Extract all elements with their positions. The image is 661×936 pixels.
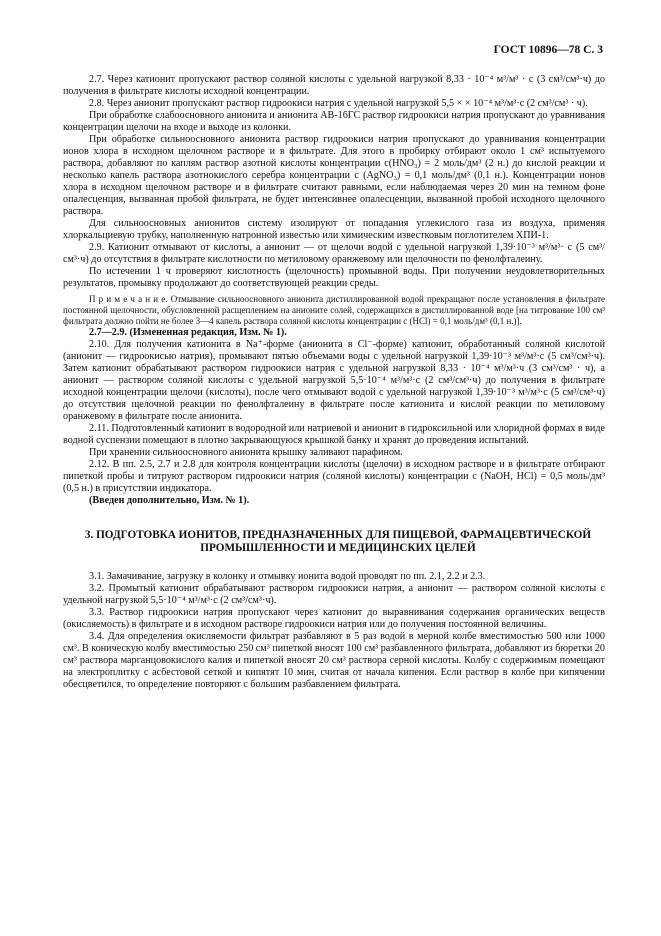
paragraph-2-8: 2.8. Через анионит пропускают раствор гидроокиси натрия с удельной нагрузкой 5,5 × × 10⁻⁴ м³/м³·с (2 см³/см³ · ч). xyxy=(89,98,588,109)
paragraph-2-7: 2.7. Через катионит пропускают раствор соляной кислоты с удельной нагрузкой 8,33 · 10⁻⁴ м³/м³ · с (3 см³/см³·ч) до получения в фильтрате кислоты исходной концентрации. xyxy=(63,74,605,97)
paragraph-weak-anionite: При обработке слабоосновного анионита и анионита АВ-16ГС раствор гидроокиси натрия пропускают до уравнивания концентрации щелочи на входе и выходе из колонки. xyxy=(63,110,605,133)
paragraph-3-2: 3.2. Промытый катионит обрабатывают раствором гидроокиси натрия, а анионит — раствором соляной кислоты с удельной нагрузкой 5,5·10⁻⁴ м³/м³·с (2 см³/см³·ч). xyxy=(63,582,605,606)
section-title: 3. ПОДГОТОВКА ИОНИТОВ, ПРЕДНАЗНАЧЕННЫХ ДЛЯ ПИЩЕВОЙ, ФАРМАЦЕВТИЧЕСКОЙ ПРОМЫШЛЕННОСТИ И МЕДИЦИНСКИХ ЦЕЛЕЙ xyxy=(84,528,592,554)
paragraph-2-10: 2.10. Для получения катионита в Na⁺-форме (анионита в Cl⁻-форме) катионит, обработанный соляной кислотой (анионит — гидроокисью натрия), промывают пятью объемами воды с удельной нагрузкой 1,39·10⁻³ м³/м³·с (5 см³/см³·ч). Затем катионит обрабатывают раствором гидроокиси натрия с удельной нагрузкой 8,33 · 10⁻⁴ м³/м³·ч (3 см³/см³ · ч), а анионит — раствором соляной кислоты с удельной нагрузкой 5,5·10⁻⁴ м³/м³·с (2 см³/см³·ч) до получения в фильтрате исходной концентрации щелочи (кислоты), после чего отмывают водой с удельной нагрузкой 1,39·10⁻³ м³/м³·с (5 см³/см³·ч) до отсутствия щелочной реакции по фенолфталеину в фильтрате после катионита и кислой реакции по метиловому оранжевому в фильтрате после анионита. xyxy=(63,338,605,422)
paragraph-2-12: 2.12. В пп. 2.5, 2.7 и 2.8 для контроля концентрации кислоты (щелочи) в исходном растворе и в фильтрате отбирают пипеткой пробы и титруют раствором гидроокиси натрия (соляной кислоты) концентрации с (NaOH, HCl) = 0,5 моль/дм³ (0,5 н.) в присутствии индикатора. xyxy=(63,458,605,494)
paragraph-amendment: 2.7—2.9. (Измененная редакция, Изм. № 1). xyxy=(89,326,287,338)
paragraph-check-acidity: По истечении 1 ч проверяют кислотность (щелочность) промывной воды. При получении неудовлетворительных результатов, промывку продолжают до соответствующей реакции среды. xyxy=(63,266,605,289)
paragraph-note: П р и м е ч а н и е. Отмывание сильноосновного анионита дистиллированной водой прекращают после установления в фильтрате постоянной щелочности, обусловленной расщеплением на анионите солей, содержащихся в дистиллированной воде [на титрование 100 см³ фильтрата должно пойти не более 3—4 капель раствора соляной кислоты концентрации с (HCl) = 0,1 моль/дм³ (0,1 н.)]. xyxy=(63,294,605,326)
paragraph-2-11: 2.11. Подготовленный катионит в водородной или натриевой и анионит в гидроксильной или хлоридной формах в виде водной суспензии помещают в плотно закрывающуюся крышкой банку и хранят до проведения испытаний. xyxy=(63,422,605,446)
paragraph-strong-anionite: При обработке сильноосновного анионита раствор гидроокиси натрия пропускают до уравнивания концентрации ионов хлора в исходном щелочном растворе и в фильтрате. Для этого в пробирку отбирают около 1 см³ испытуемого раствора, добавляют по каплям раствор азотной кислоты концентрации с(HNO₃) = 2 моль/дм³ (2 н.) до кислой реакции и несколько капель раствора азотнокислого серебра концентрации с (AgNO₃) = 0,1 моль/дм³ (0,1 н.). Концентрации ионов хлора в исходном щелочном растворе и в фильтрате считают равными, если наблюдаемая через 20 мин на темном фоне опалесценция, вызванная пробой фильтрата, не будет интенсивнее опалесценции, вызванной пробой исходного щелочного раствора. xyxy=(63,134,605,217)
paragraph-introduced: (Введен дополнительно, Изм. № 1). xyxy=(89,494,250,506)
paragraph-co2-isolation: Для сильноосновных анионитов систему изолируют от попадания углекислого газа из воздуха, применяя хлоркальциевую трубку, наполненную натронной известью или химическим известковым поглотителем ХПИ-1. xyxy=(63,218,605,241)
paragraph-3-4: 3.4. Для определения окисляемости фильтрат разбавляют в 5 раз водой в мерной колбе вместимостью 500 или 1000 см³. В коническую колбу вместимостью 250 см³ пипеткой вносят 100 см³ разбавленного фильтрата, добавляют из бюретки 20 см³ раствора марганцовокислого калия и пипеткой вносят 20 см³ раствора серной кислоты. Колбу с содержимым помещают на электроплитку с асбестовой сеткой и кипятят 10 мин, считая от начала кипения. Если раствор в колбе при кипячении обесцветился, то определение повторяют с большим разбавлением фильтрата. xyxy=(63,630,605,690)
paragraph-3-3: 3.3. Раствор гидроокиси натрия пропускают через катионит до выравнивания содержания органических веществ (окисляемость) в фильтрате и в исходном растворе гидроокиси натрия или до получения постоянной величины. xyxy=(63,606,605,630)
paragraph-storage: При хранении сильноосновного анионита крышку заливают парафином. xyxy=(89,446,403,458)
page-header: ГОСТ 10896—78 С. 3 xyxy=(493,44,603,56)
paragraph-2-9: 2.9. Катионит отмывают от кислоты, а анионит — от щелочи водой с удельной нагрузкой 1,39·10⁻³ м³/м³· с (5 см³/см³·ч) до отсутствия в фильтрате кислотности по метиловому оранжевому или щелочности по фенолфталеину. xyxy=(63,242,605,265)
paragraph-3-1: 3.1. Замачивание, загрузку в колонку и отмывку ионита водой проводят по пп. 2.1, 2.2 и 2.3. xyxy=(89,570,486,582)
